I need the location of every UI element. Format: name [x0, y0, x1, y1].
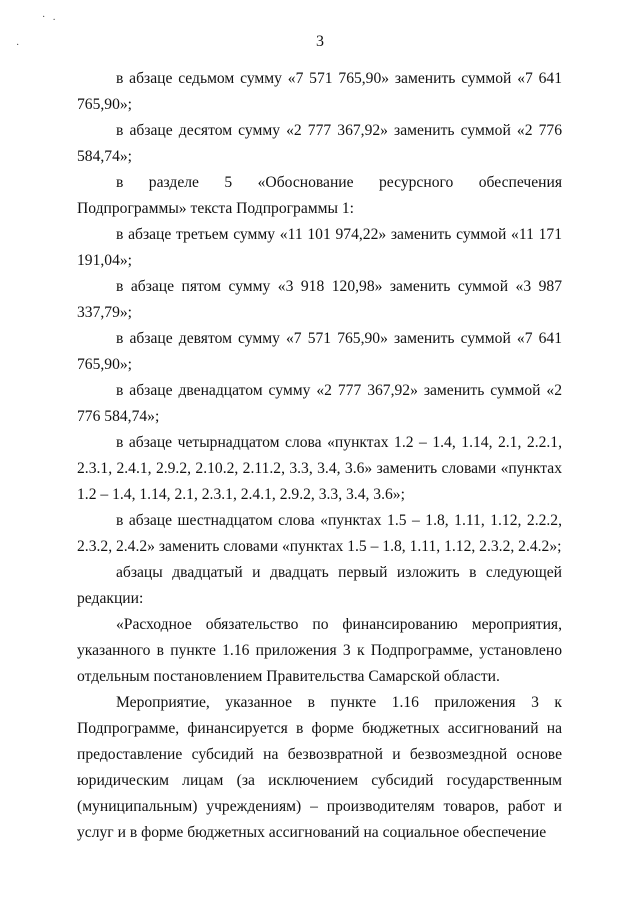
- paragraph-4: в абзаце третьем сумму «11 101 974,22» заменить суммой «11 171 191,04»;: [77, 226, 562, 269]
- paragraph-7: в абзаце двенадцатом сумму «2 777 367,92» заменить суммой «2 776 584,74»;: [77, 382, 562, 425]
- paragraph-8: в абзаце четырнадцатом слова «пунктах 1.2 – 1.4, 1.14, 2.1, 2.2.1, 2.3.1, 2.4.1, 2.9.2, 2.10.2, 2.11.2, 3.3, 3.4, 3.6» заменить словами «пунктах 1.2 – 1.4, 1.14, 2.1, 2.3.1, 2.4.1, 2.9.2, 3.3, 3.4, 3.6»;: [77, 434, 562, 503]
- paragraph-1: в абзаце седьмом сумму «7 571 765,90» заменить суммой «7 641 765,90»;: [77, 70, 562, 113]
- scan-mark-top: · .: [42, 12, 56, 23]
- paragraph-2: в абзаце десятом сумму «2 777 367,92» заменить суммой «2 776 584,74»;: [77, 122, 562, 165]
- paragraph-6: в абзаце девятом сумму «7 571 765,90» заменить суммой «7 641 765,90»;: [77, 330, 562, 373]
- page-number: 3: [316, 33, 324, 50]
- paragraph-11: «Расходное обязательство по финансированию мероприятия, указанного в пункте 1.16 приложения 3 к Подпрограмме, установлено отдельным постановлением Правительства Самарской области.: [77, 616, 562, 685]
- paragraph-12: Мероприятие, указанное в пункте 1.16 приложения 3 к Подпрограмме, финансируется в форме бюджетных ассигнований на предоставление субсидий на безвозвратной и безвозмездной основе юридическим лицам (за исключением субсидий государственным (муниципальным) учреждениям) – производителям товаров, работ и услуг и в форме бюджетных ассигнований на социальное обеспечение: [77, 694, 562, 841]
- paragraph-10: абзацы двадцатый и двадцать первый изложить в следующей редакции:: [77, 564, 562, 607]
- paragraph-3: в разделе 5 «Обоснование ресурсного обеспечения Подпрограммы» текста Подпрограммы 1:: [77, 174, 562, 217]
- scan-mark-left: ·: [16, 40, 20, 51]
- paragraph-5: в абзаце пятом сумму «3 918 120,98» заменить суммой «3 987 337,79»;: [77, 278, 562, 321]
- paragraph-9: в абзаце шестнадцатом слова «пунктах 1.5 – 1.8, 1.11, 1.12, 2.2.2, 2.3.2, 2.4.2» заменить словами «пунктах 1.5 – 1.8, 1.11, 1.12, 2.3.2, 2.4.2»;: [77, 512, 562, 555]
- document-body: [77, 66, 562, 846]
